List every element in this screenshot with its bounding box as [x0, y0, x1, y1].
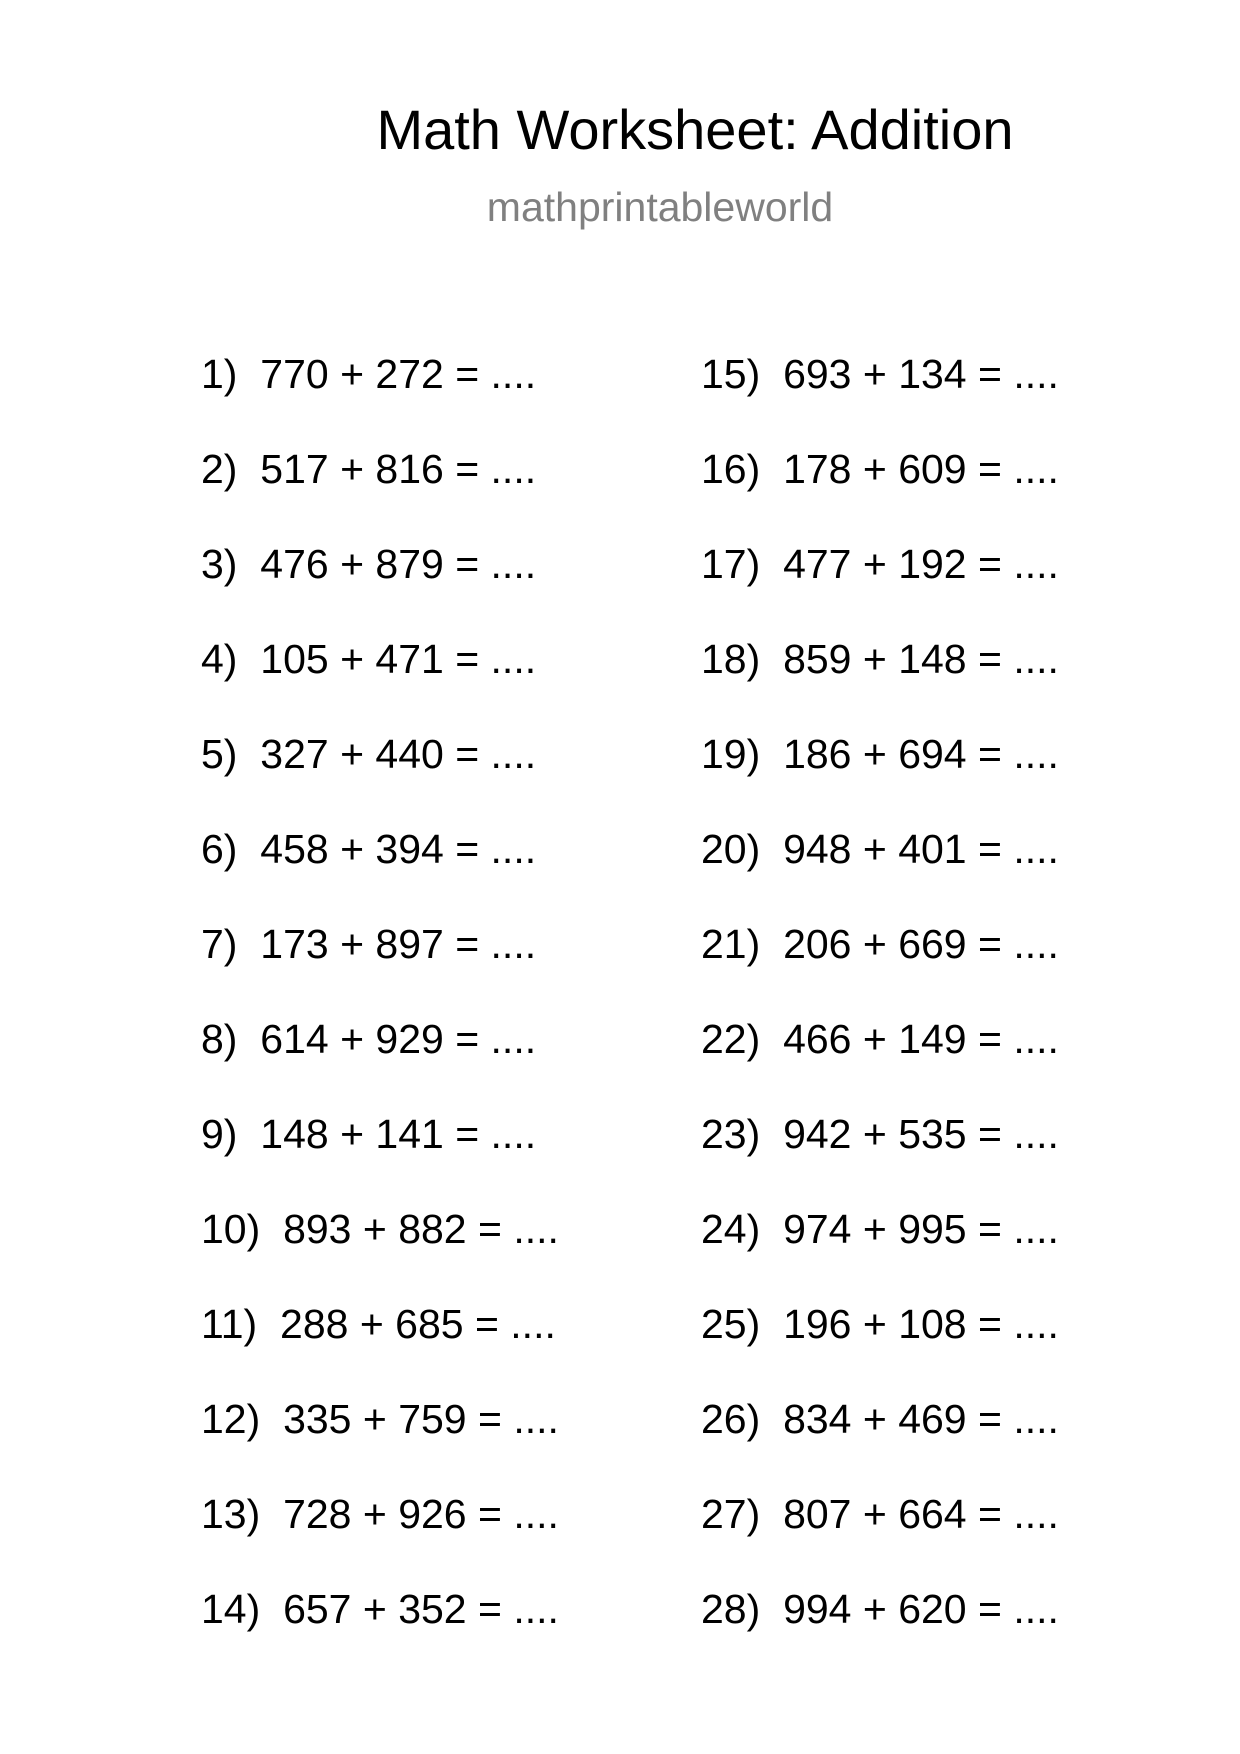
problem-expression: 206 + 669 = ....: [783, 921, 1059, 967]
problem-item: [201, 1584, 559, 1679]
problem-item: [701, 539, 1059, 634]
problem-item: [201, 824, 559, 919]
problem-expression: 728 + 926 = ....: [283, 1491, 559, 1537]
problems-left-column: [201, 349, 559, 1679]
problem-item: [201, 1489, 559, 1584]
problem-item: [701, 1584, 1059, 1679]
problem-expression: 693 + 134 = ....: [783, 351, 1059, 397]
problem-expression: 173 + 897 = ....: [260, 921, 537, 967]
problem-expression: 327 + 440 = ....: [260, 731, 537, 777]
problem-item: [701, 919, 1059, 1014]
problem-expression: 196 + 108 = ....: [783, 1301, 1059, 1347]
problem-number: 13): [201, 1491, 261, 1537]
problem-item: [201, 1014, 559, 1109]
problem-item: [701, 1394, 1059, 1489]
problem-expression: 657 + 352 = ....: [283, 1586, 559, 1632]
problem-item: [701, 1489, 1059, 1584]
problems-right-column: [701, 349, 1059, 1679]
problem-number: 24): [701, 1206, 761, 1252]
problem-number: 19): [701, 731, 761, 777]
problem-item: [201, 1109, 559, 1204]
problem-item: [201, 634, 559, 729]
problem-item: [701, 1014, 1059, 1109]
problem-number: 27): [701, 1491, 761, 1537]
problem-expression: 942 + 535 = ....: [783, 1111, 1059, 1157]
problem-expression: 974 + 995 = ....: [783, 1206, 1059, 1252]
problem-expression: 859 + 148 = ....: [783, 636, 1059, 682]
problem-expression: 948 + 401 = ....: [783, 826, 1059, 872]
problem-number: 21): [701, 921, 761, 967]
problem-number: 1): [201, 351, 238, 397]
problem-number: 7): [201, 921, 238, 967]
problem-number: 12): [201, 1396, 261, 1442]
problem-item: [701, 1204, 1059, 1299]
problem-expression: 148 + 141 = ....: [260, 1111, 537, 1157]
problem-expression: 466 + 149 = ....: [783, 1016, 1059, 1062]
problem-item: [201, 444, 559, 539]
problem-item: [201, 919, 559, 1014]
problem-item: [201, 349, 559, 444]
problem-expression: 614 + 929 = ....: [260, 1016, 537, 1062]
problem-item: [701, 1109, 1059, 1204]
problem-expression: 770 + 272 = ....: [260, 351, 537, 397]
problem-number: 4): [201, 636, 238, 682]
problem-item: [201, 1394, 559, 1489]
problem-item: [701, 1299, 1059, 1394]
problem-expression: 834 + 469 = ....: [783, 1396, 1059, 1442]
problem-item: [701, 634, 1059, 729]
problem-expression: 288 + 685 = ....: [280, 1301, 556, 1347]
problem-number: 17): [701, 541, 761, 587]
problem-number: 3): [201, 541, 238, 587]
problem-item: [201, 729, 559, 824]
worksheet-subtitle: mathprintableworld: [486, 184, 834, 230]
problem-number: 28): [701, 1586, 761, 1632]
problem-expression: 517 + 816 = ....: [260, 446, 537, 492]
problem-number: 14): [201, 1586, 261, 1632]
problem-number: 22): [701, 1016, 761, 1062]
problem-number: 5): [201, 731, 238, 777]
problem-number: 20): [701, 826, 761, 872]
problem-item: [701, 729, 1059, 824]
problem-number: 18): [701, 636, 761, 682]
problem-number: 16): [701, 446, 761, 492]
problem-expression: 186 + 694 = ....: [783, 731, 1059, 777]
problem-item: [201, 539, 559, 634]
problem-number: 11): [201, 1301, 258, 1347]
problem-expression: 335 + 759 = ....: [283, 1396, 559, 1442]
problem-expression: 807 + 664 = ....: [783, 1491, 1059, 1537]
problem-number: 8): [201, 1016, 238, 1062]
problem-expression: 477 + 192 = ....: [783, 541, 1059, 587]
problem-item: [701, 824, 1059, 919]
problem-number: 9): [201, 1111, 238, 1157]
problem-expression: 178 + 609 = ....: [783, 446, 1059, 492]
problem-expression: 994 + 620 = ....: [783, 1586, 1059, 1632]
problem-expression: 105 + 471 = ....: [260, 636, 537, 682]
worksheet-title: Math Worksheet: Addition: [376, 98, 1014, 161]
problem-number: 25): [701, 1301, 761, 1347]
problem-number: 23): [701, 1111, 761, 1157]
problem-expression: 893 + 882 = ....: [283, 1206, 559, 1252]
problem-number: 2): [201, 446, 238, 492]
problem-item: [201, 1299, 559, 1394]
problem-number: 10): [201, 1206, 261, 1252]
problem-item: [701, 444, 1059, 539]
problem-expression: 476 + 879 = ....: [260, 541, 537, 587]
problem-number: 15): [701, 351, 761, 397]
problem-number: 26): [701, 1396, 761, 1442]
problem-item: [701, 349, 1059, 444]
problem-expression: 458 + 394 = ....: [260, 826, 537, 872]
problem-number: 6): [201, 826, 238, 872]
problem-item: [201, 1204, 559, 1299]
